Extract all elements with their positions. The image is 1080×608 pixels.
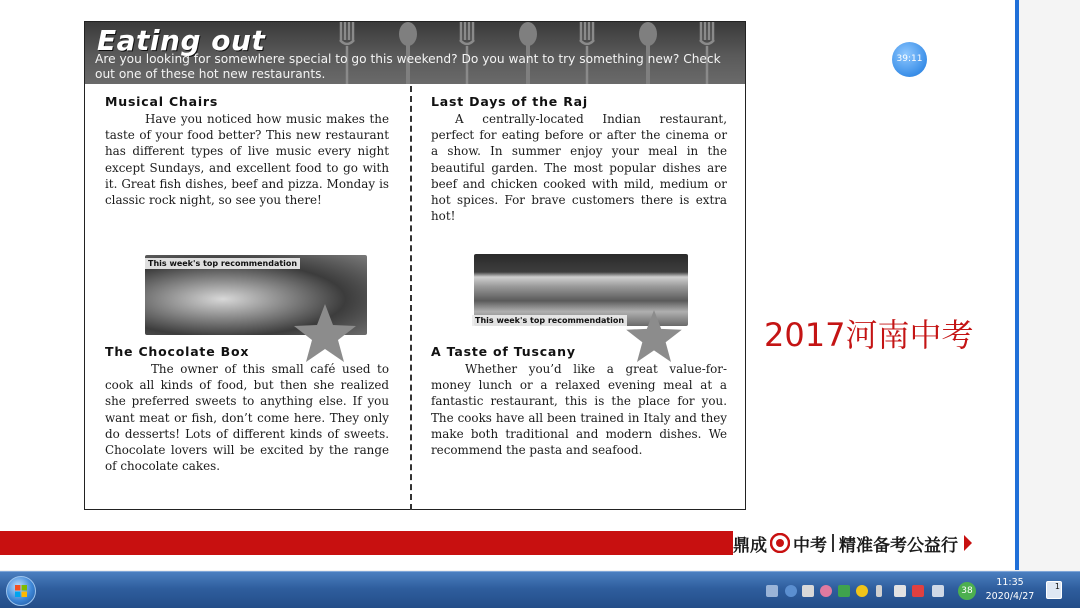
- restaurant-description: Whether you’d like a great value-for-money lunch or a relaxed evening meal at a fantastic restaurant, this is the place for you. The cooks have all been trained in Italy and they make both traditional and modern dishes. We recommend the pasta and seafood.: [431, 362, 727, 458]
- tray-app-icon[interactable]: [820, 585, 832, 597]
- notification-icon[interactable]: 1: [1046, 581, 1062, 599]
- windows-flag-icon: [15, 585, 27, 597]
- brand-banner: [733, 527, 1015, 559]
- restaurant-name: Musical Chairs: [105, 94, 219, 109]
- worksheet-title: Eating out: [97, 24, 266, 57]
- brand-name-part2: 中考: [793, 535, 827, 556]
- star-icon: [293, 304, 357, 362]
- tray-app-icon[interactable]: [912, 585, 924, 597]
- recommendation-label: This week's top recommendation: [472, 315, 627, 326]
- restaurant-name: Last Days of the Raj: [431, 94, 588, 109]
- side-blue-edge: [1015, 0, 1019, 570]
- clock-date: 2020/4/27: [985, 591, 1035, 602]
- column-divider: [410, 86, 412, 510]
- tray-app-icon[interactable]: [802, 585, 814, 597]
- side-strip: [1015, 0, 1080, 570]
- restaurant-description: Have you noticed how music makes the taste of your food better? This new restaurant has different types of live music every night except Sundays, and excellent food to go with it. Great fish dishes, beef and pizza. Monday is classic rock night, so see you there!: [105, 112, 389, 208]
- brand-separator: [832, 534, 834, 552]
- restaurant-description: The owner of this small café used to cook all kinds of food, but then she realized she preferred sweets to anything else. If you want meat or fish, don’t come here. They only do desserts! Lots of different kinds of sweets. Chocolate lovers will be excited by the range of chocolate cakes.: [105, 362, 389, 474]
- restaurant-description: A centrally-located Indian restaurant, perfect for eating before or after the cinema or a show. In summer enjoy your meal in the beautiful garden. The most popular dishes are beef and chicken cooked with mild, medium or hot spices. For brave customers there is extra hot!: [431, 112, 727, 224]
- banner: [85, 22, 745, 84]
- target-logo-icon: [770, 533, 790, 553]
- worksheet-intro: Are you looking for somewhere special to go this weekend? Do you want to try something new? Check out one of these hot new restaurants.: [95, 52, 721, 81]
- taskbar-clock[interactable]: [984, 576, 1036, 604]
- tray-badge[interactable]: 38: [958, 582, 976, 600]
- help-icon[interactable]: [785, 585, 797, 597]
- clock-time: 11:35: [996, 577, 1024, 588]
- exam-label: 2017河南中考: [764, 316, 974, 354]
- shield-icon[interactable]: [838, 585, 850, 597]
- brand-red-bar: [0, 531, 733, 555]
- worksheet: [84, 21, 746, 510]
- network-icon[interactable]: [932, 585, 944, 597]
- tray-window-icon[interactable]: [766, 585, 778, 597]
- taskbar: [0, 571, 1080, 608]
- timer-badge[interactable]: 39:11: [892, 42, 927, 77]
- brand-name-part1: 鼎成: [733, 535, 767, 556]
- restaurant-name: The Chocolate Box: [105, 344, 250, 359]
- volume-icon[interactable]: [894, 585, 906, 597]
- brand-slogan: 精准备考公益行: [839, 535, 958, 556]
- play-arrow-icon: [964, 535, 972, 551]
- tray-app-icon[interactable]: [876, 585, 882, 597]
- windows-start-icon[interactable]: [6, 576, 36, 606]
- star-icon: [621, 310, 687, 362]
- restaurant-name: A Taste of Tuscany: [431, 344, 576, 359]
- recommendation-label: This week's top recommendation: [145, 258, 300, 269]
- tray-app-icon[interactable]: [856, 585, 868, 597]
